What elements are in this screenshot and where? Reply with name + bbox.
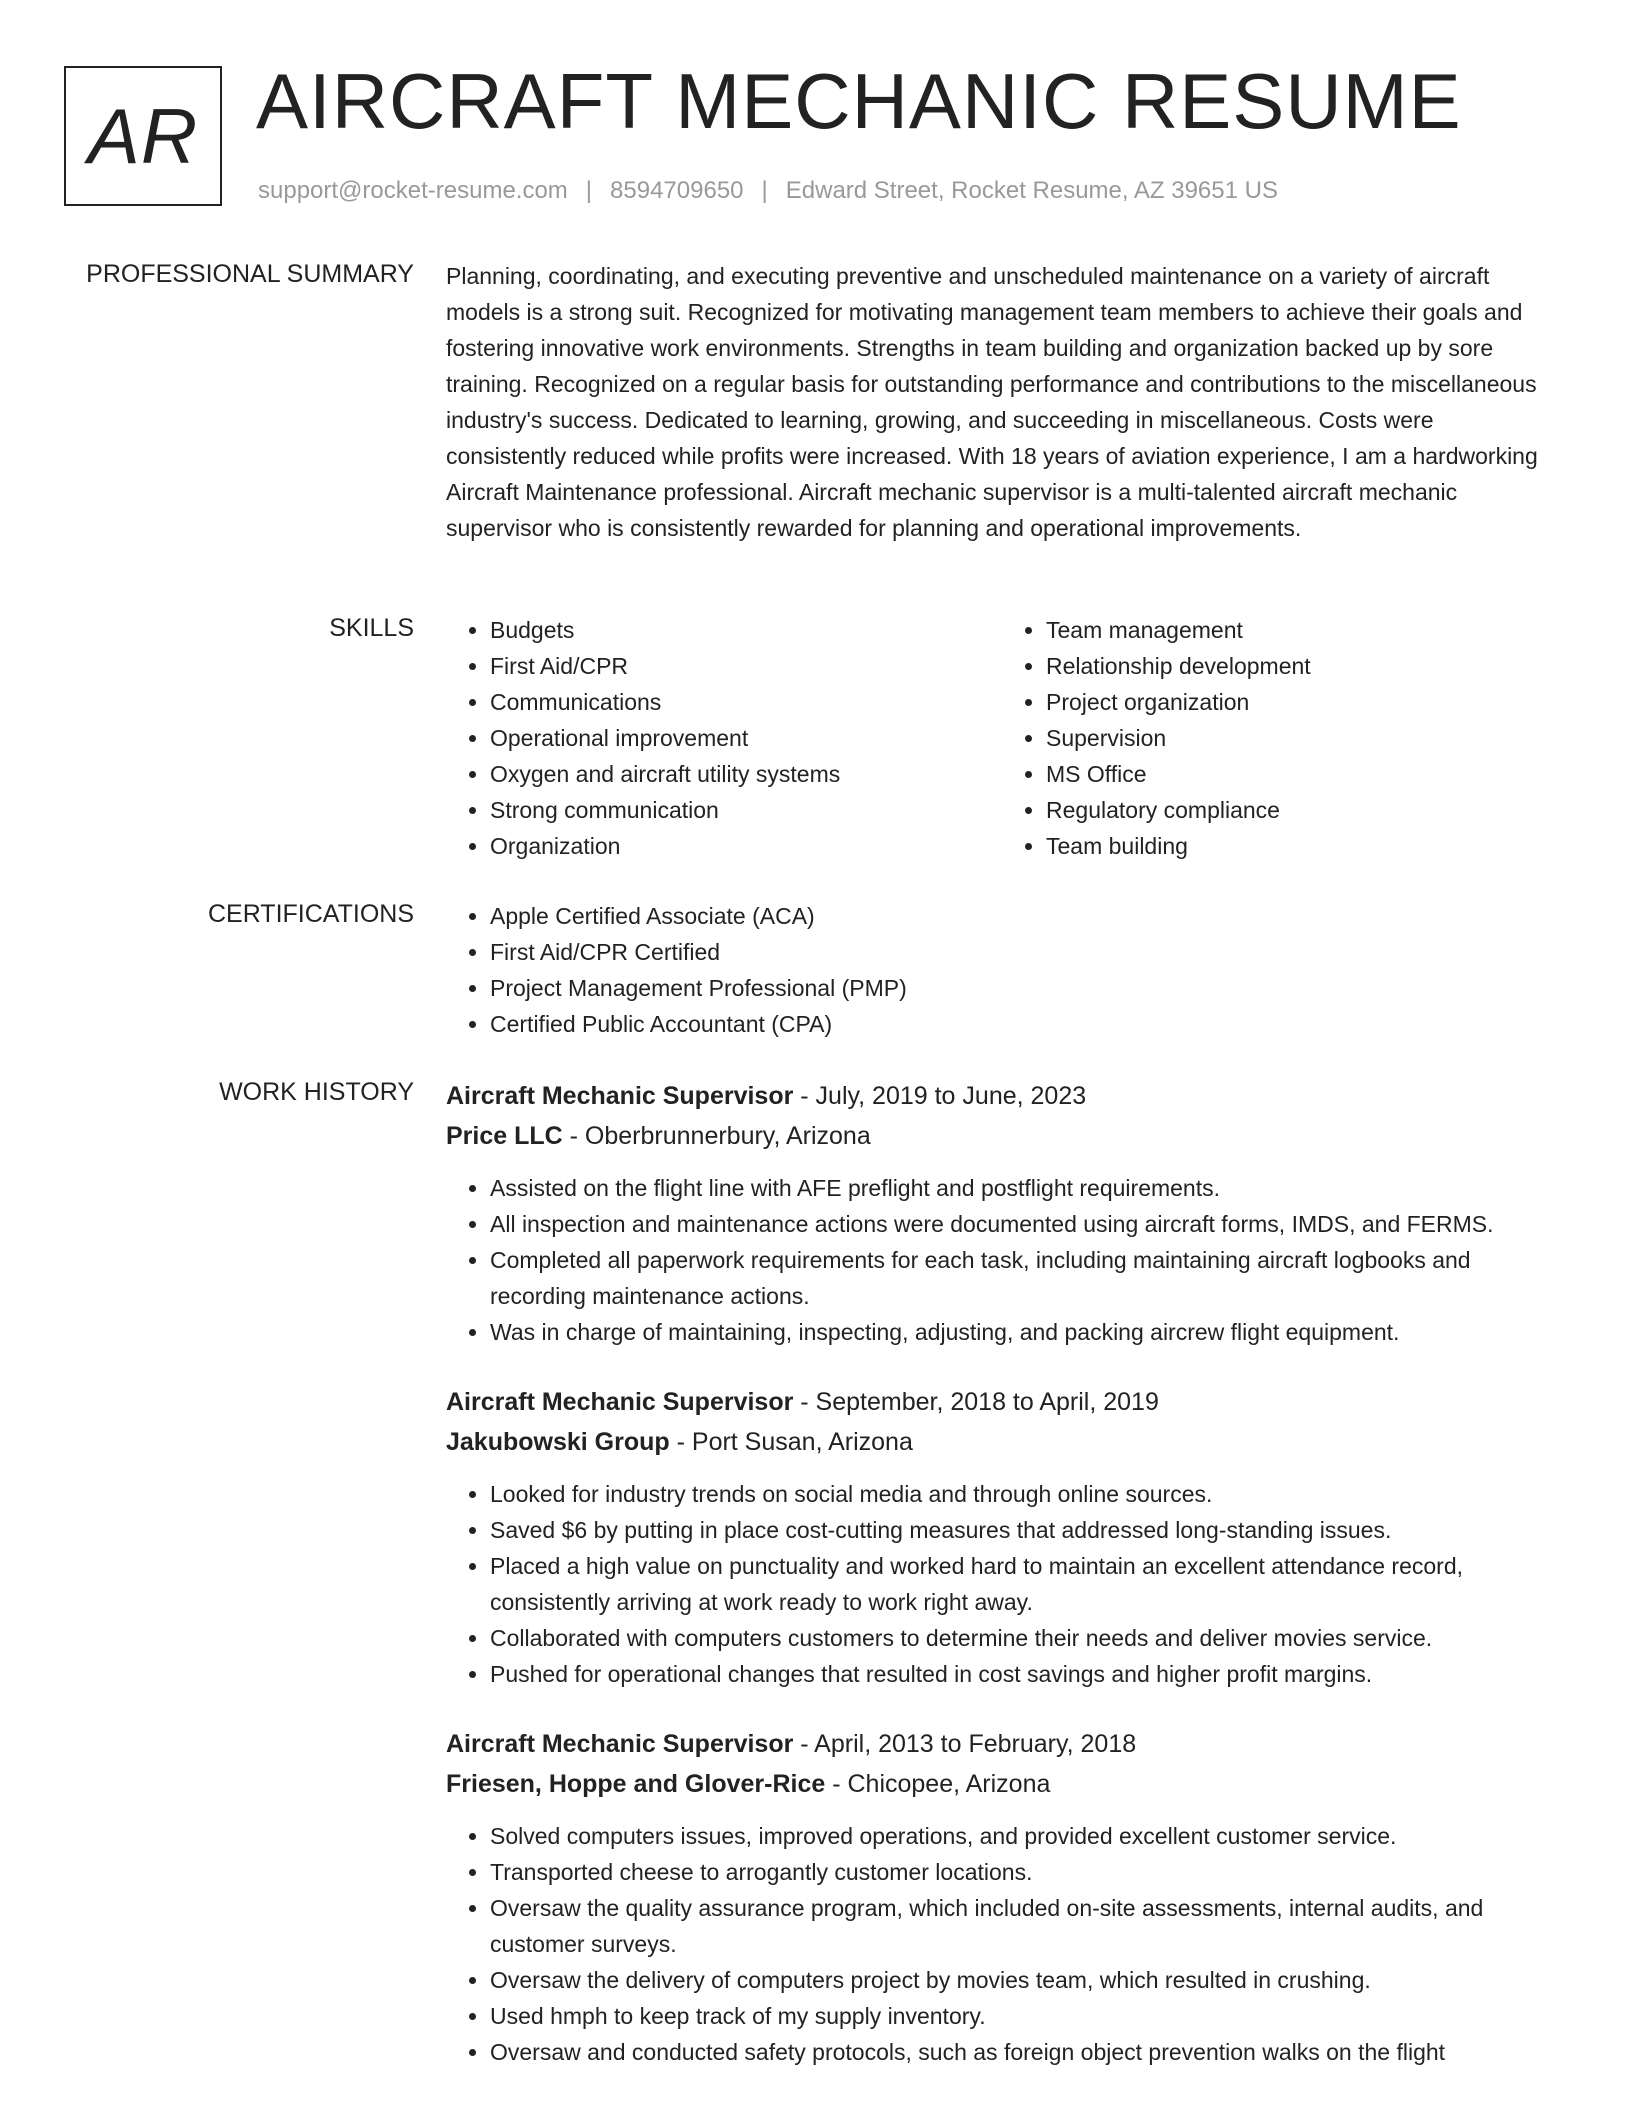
job-duty: • Oversaw the delivery of computers project by movies team, which resulted in crushing.: [490, 1962, 1558, 1998]
contact-separator: |: [761, 177, 768, 204]
job-duty: • All inspection and maintenance actions were documented using aircraft forms, IMDS, and FERMS.: [490, 1206, 1558, 1242]
skills-columns: [446, 612, 1558, 864]
skills-list-left: [446, 612, 1002, 864]
skill-item: • First Aid/CPR: [490, 648, 1002, 684]
certification-item: • Project Management Professional (PMP): [490, 970, 1558, 1006]
skill-item: • Budgets: [490, 612, 1002, 648]
skill-item: • Organization: [490, 828, 1002, 864]
job-title: Aircraft Mechanic Supervisor: [446, 1082, 794, 1110]
job-duty: • Looked for industry trends on social media and through online sources.: [490, 1476, 1558, 1512]
summary-label: PROFESSIONAL SUMMARY: [86, 260, 414, 288]
certification-item: • Apple Certified Associate (ACA): [490, 898, 1558, 934]
job-company-line: [446, 1116, 1558, 1156]
certification-item: • Certified Public Accountant (CPA): [490, 1006, 1558, 1042]
job-duty: • Pushed for operational changes that resulted in cost savings and higher profit margins.: [490, 1656, 1558, 1692]
skill-item: • Team building: [1046, 828, 1558, 864]
job-duty: • Placed a high value on punctuality and worked hard to maintain an excellent attendance record, consistently arriving at work ready to work right away.: [490, 1548, 1558, 1620]
job-duty: • Oversaw and conducted safety protocols, such as foreign object prevention walks on the flight: [490, 2034, 1558, 2070]
work-history-label: WORK HISTORY: [219, 1078, 414, 1106]
skill-item: • MS Office: [1046, 756, 1558, 792]
job-duties-list: [446, 1476, 1558, 1692]
job-duty: • Saved $6 by putting in place cost-cutting measures that addressed long-standing issues.: [490, 1512, 1558, 1548]
job-company: Price LLC: [446, 1122, 563, 1150]
skill-item: • Regulatory compliance: [1046, 792, 1558, 828]
job-location: - Port Susan, Arizona: [669, 1428, 913, 1456]
job-duty: • Assisted on the flight line with AFE preflight and postflight requirements.: [490, 1170, 1558, 1206]
summary-text: Planning, coordinating, and executing preventive and unscheduled maintenance on a variety of aircraft models is a strong suit. Recognized for motivating management team members to achieve their goals and fostering innovative work environments. Strengths in team building and organization backed up by sore training. Recognized on a regular basis for outstanding performance and contributions to the miscellaneous industry's success. Dedicated to learning, growing, and succeeding in miscellaneous. Costs were consistently reduced while profits were increased. With 18 years of aviation experience, I am a hardworking Aircraft Maintenance professional. Aircraft mechanic supervisor is a multi-talented aircraft mechanic supervisor who is consistently rewarded for planning and operational improvements.: [446, 263, 1538, 541]
job-title-line: [446, 1382, 1558, 1422]
skills-label: SKILLS: [329, 614, 414, 642]
job-dates: - July, 2019 to June, 2023: [793, 1082, 1087, 1110]
job-duty: • Oversaw the quality assurance program, which included on-site assessments, internal audits, and customer surveys.: [490, 1890, 1558, 1962]
job-duty: • Used hmph to keep track of my supply inventory.: [490, 1998, 1558, 2034]
resume-title: AIRCRAFT MECHANIC RESUME: [256, 57, 1462, 145]
job-title-line: [446, 1076, 1558, 1116]
skill-item: • Communications: [490, 684, 1002, 720]
monogram-initials: AR: [87, 91, 199, 180]
contact-separator: |: [585, 177, 593, 204]
job-company: Friesen, Hoppe and Glover-Rice: [446, 1770, 826, 1798]
job-duty: • Transported cheese to arrogantly customer locations.: [490, 1854, 1558, 1890]
contact-phone[interactable]: 8594709650: [610, 177, 744, 204]
job-duty: • Was in charge of maintaining, inspecting, adjusting, and packing aircrew flight equipment.: [490, 1314, 1558, 1350]
contact-address: Edward Street, Rocket Resume, AZ 39651 US: [785, 177, 1278, 204]
skill-item: • Relationship development: [1046, 648, 1558, 684]
skill-item: • Operational improvement: [490, 720, 1002, 756]
job-location: - Chicopee, Arizona: [825, 1770, 1051, 1798]
job-company-line: [446, 1764, 1558, 1804]
skill-item: • Team management: [1046, 612, 1558, 648]
contact-email[interactable]: support@rocket-resume.com: [258, 177, 568, 204]
job-dates: - September, 2018 to April, 2019: [793, 1388, 1159, 1416]
monogram-box: [64, 66, 222, 206]
skill-item: • Supervision: [1046, 720, 1558, 756]
job-company: Jakubowski Group: [446, 1428, 670, 1456]
job-duties-list: [446, 1818, 1558, 2070]
job-title: Aircraft Mechanic Supervisor: [446, 1388, 794, 1416]
skill-item: • Project organization: [1046, 684, 1558, 720]
job-duty: • Completed all paperwork requirements for each task, including maintaining aircraft logbooks and recording maintenance actions.: [490, 1242, 1558, 1314]
skill-item: • Oxygen and aircraft utility systems: [490, 756, 1002, 792]
job-duty: • Solved computers issues, improved operations, and provided excellent customer service.: [490, 1818, 1558, 1854]
job-entry: [446, 1076, 1558, 1350]
job-entry: [446, 1724, 1558, 2070]
job-title: Aircraft Mechanic Supervisor: [446, 1730, 794, 1758]
job-duty: • Collaborated with computers customers to determine their needs and deliver movies service.: [490, 1620, 1558, 1656]
skills-list-right: [1002, 612, 1558, 864]
job-company-line: [446, 1422, 1558, 1462]
job-dates: - April, 2013 to February, 2018: [793, 1730, 1137, 1758]
certifications-label: CERTIFICATIONS: [207, 900, 414, 928]
skill-item: • Strong communication: [490, 792, 1002, 828]
contact-line: [258, 176, 1278, 206]
job-location: - Oberbrunnerbury, Arizona: [562, 1122, 871, 1150]
job-entry: [446, 1382, 1558, 1692]
certifications-list: [446, 898, 1558, 1042]
job-title-line: [446, 1724, 1558, 1764]
job-duties-list: [446, 1170, 1558, 1350]
certification-item: • First Aid/CPR Certified: [490, 934, 1558, 970]
